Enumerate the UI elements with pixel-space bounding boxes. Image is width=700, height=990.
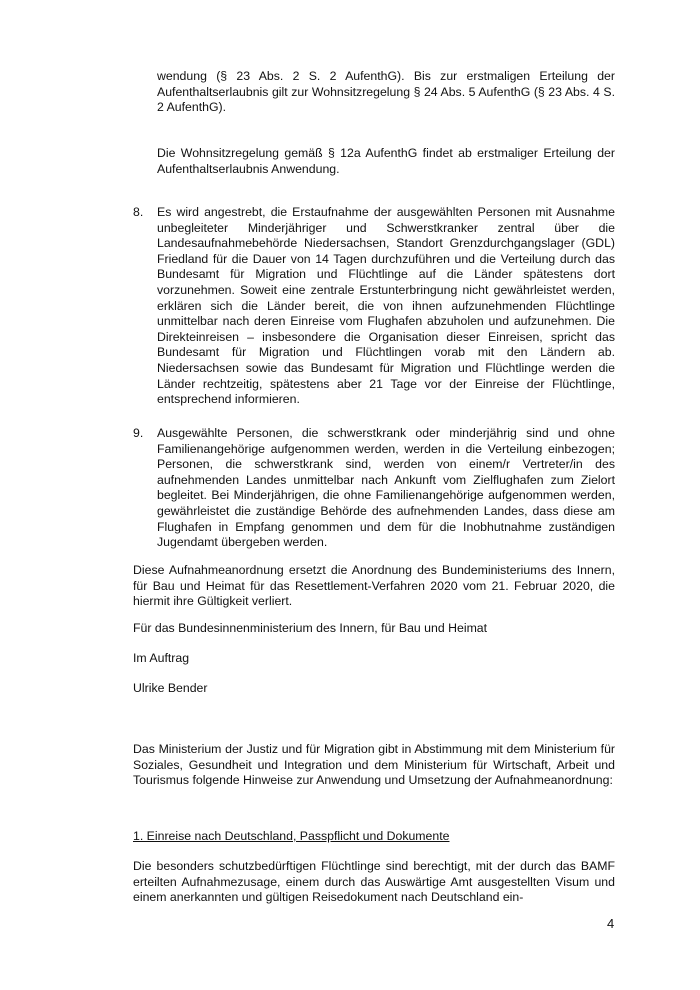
paragraph-residence-continuation: wendung (§ 23 Abs. 2 S. 2 AufenthG). Bis zur erstmaligen Erteilung der Aufenthaltserlaubnis gilt zur Wohnsitzregelung § 24 Abs. 5 AufenthG (§ 23 Abs. 4 S. 2 AufenthG). (157, 69, 615, 115)
im-auftrag: Im Auftrag (133, 651, 190, 665)
item-text-9: Ausgewählte Personen, die schwerstkrank oder minderjährig sind und ohne Familienangehörige aufgenommen werden, werden in die Verteilung einbezogen; Personen, die schwerstkrank sind, werden von einem/r Vertreter/in des aufnehmenden Landes unmittelbar nach Ankunft vom Zielflughafen zum Zielort begleitet. Bei Minderjährigen, die ohne Familienangehörige aufgenommen werden, gewährleistet die zuständige Behörde des aufnehmenden Landes, dass diese am Flughafen in Empfang genommen und dem für die Inobhutnahme zuständigen Jugendamt übergeben werden. (157, 426, 615, 550)
paragraph-ministry-notice: Das Ministerium der Justiz und für Migration gibt in Abstimmung mit dem Ministerium für Soziales, Gesundheit und Integration und dem Ministerium für Wirtschaft, Arbeit und Tourismus folgende Hinweise zur Anwendung und Umsetzung der Aufnahmeanordnung: (133, 742, 615, 788)
section-heading: 1. Einreise nach Deutschland, Passpflicht und Dokumente (133, 829, 450, 843)
item-number-9: 9. (133, 426, 144, 440)
page-number: 4 (607, 916, 615, 931)
paragraph-residence-rule: Die Wohnsitzregelung gemäß § 12a AufenthG findet ab erstmaliger Erteilung der Aufenthaltserlaubnis Anwendung. (157, 146, 615, 176)
item-text-8: Es wird angestrebt, die Erstaufnahme der ausgewählten Personen mit Ausnahme unbegleiteter Minderjähriger und Schwerstkranker zentral über die Landesaufnahmebehörde Niedersachsen, Standort Grenzdurchgangslager (GDL) Friedland für die Dauer von 14 Tagen durchzuführen und die Verteilung durch das Bundesamt für Migration und Flüchtlinge auf die Länder spätestens dort vorzunehmen. Soweit eine zentrale Erstunterbringung nicht gewährleistet werden, erklären sich die Länder bereit, die von ihnen aufzunehmenden Flüchtlinge unmittelbar nach deren Einreise vom Flughafen abzuholen und aufzunehmen. Die Direkteinreisen – insbesondere die Organisation dieser Einreisen, spricht das Bundesamt für Migration und Flüchtlingen vorab mit den Ländern ab. Niedersachsen sowie das Bundesamt für Migration und Flüchtlinge werden die Länder rechtzeitig, spätestens aber 21 Tage vor der Einreise der Flüchtlinge, entsprechend informieren. (157, 205, 615, 407)
paragraph-section-text: Die besonders schutzbedürftigen Flüchtlinge sind berechtigt, mit der durch das BAMF erteilten Aufnahmezusage, einem durch das Auswärtige Amt ausgestellten Visum und einem anerkannten und gültigen Reisedokument nach Deutschland ein- (133, 859, 615, 905)
paragraph-replacement: Diese Aufnahmeanordnung ersetzt die Anordnung des Bundeministeriums des Innern, für Bau und Heimat für das Resettlement-Verfahren 2020 vom 21. Februar 2020, die hiermit ihre Gültigkeit verliert. (133, 563, 615, 609)
signer-name: Ulrike Bender (133, 681, 208, 695)
item-number-8: 8. (133, 205, 144, 219)
signature-line: Für das Bundesinnenministerium des Innern, für Bau und Heimat (133, 621, 488, 635)
